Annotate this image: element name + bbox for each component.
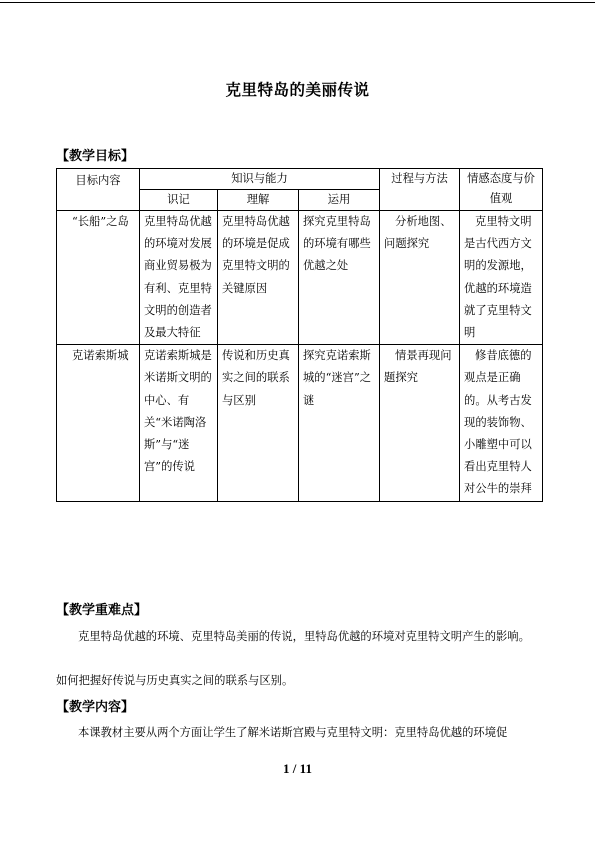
page-number: 1 / 11 (283, 761, 312, 776)
page-title: 克里特岛的美丽传说 (225, 81, 370, 99)
header-knowledge: 知识与能力 (140, 169, 380, 190)
section-heading-key-points: 【教学重难点】 (56, 603, 148, 618)
cell-understand: 克里特岛优越的环境是促成克里特文明的关键原因 (218, 211, 299, 345)
header-rule (0, 2, 595, 3)
header-apply: 运用 (299, 190, 380, 211)
cell-emotion: 修昔底德的观点是正确的。从考古发现的装饰物、小雕塑中可以看出克里特人对公牛的崇拜 (460, 345, 543, 501)
table-row (57, 211, 543, 345)
key-points-paragraph: 克里特岛优越的环境、克里特岛美丽的传说，里特岛优越的环境对克里特文明产生的影响。 (78, 630, 530, 643)
cell-emotion: 克里特文明是古代西方文明的发源地，优越的环境造就了克里特文明 (460, 211, 543, 345)
header-content: 目标内容 (57, 169, 140, 211)
cell-content: “长船”之岛 (57, 211, 140, 345)
cell-content: 克诺索斯城 (57, 345, 140, 501)
header-emotion: 情感态度与价值观 (460, 169, 543, 211)
cell-apply: 探究克诺索斯城的“迷宫”之谜 (299, 345, 380, 501)
cell-process: 分析地图、问题探究 (380, 211, 460, 345)
table-row (57, 345, 543, 501)
cell-apply: 探究克里特岛的环境有哪些优越之处 (299, 211, 380, 345)
header-memorize: 识记 (140, 190, 218, 211)
header-understand: 理解 (218, 190, 299, 211)
cell-memorize: 克诺索斯城是米诺斯文明的中心、有关“米诺陶洛斯”与“迷宫”的传说 (140, 345, 218, 501)
key-points-paragraph-2: 如何把握好传说与历史真实之间的联系与区别。 (56, 674, 294, 687)
content-paragraph: 本课教材主要从两个方面让学生了解米诺斯宫殿与克里特文明：克里特岛优越的环境促 (78, 726, 508, 739)
header-process: 过程与方法 (380, 169, 460, 211)
cell-understand: 传说和历史真实之间的联系与区别 (218, 345, 299, 501)
cell-process: 情景再现问题探究 (380, 345, 460, 501)
section-heading-content: 【教学内容】 (56, 700, 135, 715)
cell-memorize: 克里特岛优越的环境对发展商业贸易极为有利、克里特文明的创造者及最大特征 (140, 211, 218, 345)
table-header-row (57, 169, 543, 190)
goals-table (56, 168, 543, 502)
section-heading-goals: 【教学目标】 (56, 149, 135, 164)
